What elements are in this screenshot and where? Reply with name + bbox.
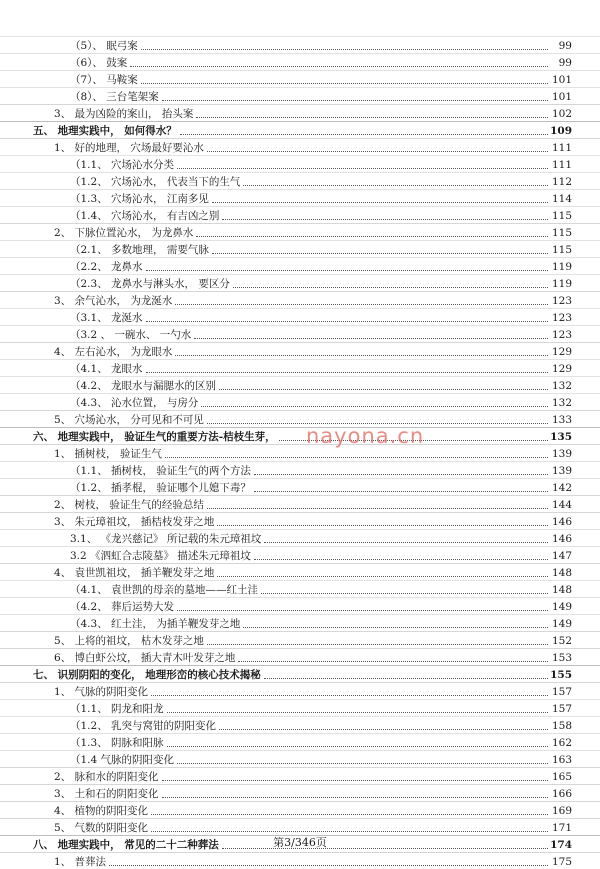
- toc-entry-title: （6）、 鼓案: [70, 57, 128, 69]
- toc-entry: [0, 70, 600, 87]
- toc-dot-leader: [196, 117, 548, 118]
- toc-entry: [0, 682, 600, 699]
- toc-entry-title: （1.1、 阴龙和阳龙: [70, 703, 164, 715]
- toc-entry-page: 114: [551, 193, 572, 205]
- toc-entry-page: 135: [550, 431, 572, 443]
- toc-entry-title: （4.1、 龙眼水: [70, 363, 143, 375]
- toc-entry-title: （4.3、 沁水位置， 与房分: [70, 397, 199, 409]
- toc-dot-leader: [162, 780, 548, 781]
- toc-entry-page: 99: [558, 40, 572, 52]
- toc-entry-page: 115: [551, 210, 572, 222]
- toc-entry: [0, 665, 600, 682]
- toc-entry-page: 165: [551, 771, 572, 783]
- toc-entry-page: 132: [551, 380, 572, 392]
- toc-entry-page: 153: [551, 652, 572, 664]
- toc-entry-page: 152: [551, 635, 572, 647]
- toc-entry-title: （1.3、 穴场沁水， 江南多见: [70, 193, 209, 205]
- toc-entry-title: （1.2、 插孝棍， 验证哪个儿媳下毒？: [70, 482, 251, 494]
- toc-entry-title: 3、 最为凶险的案山， 抬头案: [54, 108, 194, 120]
- toc-entry-page: 129: [551, 346, 572, 358]
- toc-entry: [0, 36, 600, 53]
- toc-entry-title: 3、 土和石的阴阳变化: [54, 788, 159, 800]
- toc-entry-title: （1.1、 穴场沁水分类: [70, 159, 175, 171]
- toc-dot-leader: [165, 457, 548, 458]
- toc-entry-page: 146: [551, 533, 572, 545]
- toc-entry-title: （3.1、 龙涎水: [70, 312, 143, 324]
- toc-entry-page: 129: [551, 363, 572, 375]
- toc-entry-title: （2.3、 龙鼻水与淋头水， 要区分: [70, 278, 230, 290]
- toc-dot-leader: [130, 66, 548, 67]
- toc-entry-title: 3.2 《泗虹合志陵墓》 描述朱元璋祖坟: [70, 550, 251, 562]
- toc-entry-page: 174: [550, 839, 572, 851]
- toc-entry-title: 2、 下脉位置沁水， 为龙鼻水: [54, 227, 194, 239]
- toc-entry: [0, 512, 600, 529]
- toc-entry-page: 148: [551, 584, 572, 596]
- toc-entry-title: 1、 好的地理， 穴场最好要沁水: [54, 142, 204, 154]
- toc-entry-page: 102: [551, 108, 572, 120]
- toc-dot-leader: [243, 185, 548, 186]
- toc-entry-page: 163: [551, 754, 572, 766]
- toc-entry-title: 1、 插树枝， 验证生气: [54, 448, 162, 460]
- toc-entry-page: 123: [551, 295, 572, 307]
- toc-entry: [0, 393, 600, 410]
- toc-entry-page: 171: [551, 822, 572, 834]
- toc-entry-title: （1.4 气脉的阴阳变化: [70, 754, 175, 766]
- toc-entry-title: 六、 地理实践中， 验证生气的重要方法-桔枝生芽，: [33, 431, 276, 443]
- toc-entry: [0, 648, 600, 665]
- toc-entry: [0, 223, 600, 240]
- toc-entry-title: 七、 识别阴阳的变化， 地理形峦的核心技术揭秘: [33, 669, 261, 681]
- toc-dot-leader: [141, 49, 548, 50]
- toc-entry-page: 142: [551, 482, 572, 494]
- toc-entry: [0, 291, 600, 308]
- toc-dot-leader: [222, 219, 548, 220]
- toc-entry: [0, 852, 600, 869]
- toc-entry-title: 5、 穴场沁水， 分可见和不可见: [54, 414, 204, 426]
- toc-dot-leader: [219, 729, 548, 730]
- toc-entry-title: 五、 地理实践中， 如何得水？: [33, 125, 177, 137]
- toc-entry-page: 149: [551, 618, 572, 630]
- toc-dot-leader: [177, 168, 548, 169]
- toc-entry-title: （8）、 三台笔架案: [70, 91, 159, 103]
- toc-entry-title: 6、 博白虾公坟， 插大青木叶发芽之地: [54, 652, 236, 664]
- toc-entry-title: （3.2 、 一碗水、 一勺水: [70, 329, 192, 341]
- toc-entry-title: （5）、 眠弓案: [70, 40, 138, 52]
- toc-entry: [0, 495, 600, 512]
- toc-entry: [0, 359, 600, 376]
- toc-dot-leader: [217, 576, 548, 577]
- toc-entry: [0, 444, 600, 461]
- toc-dot-leader: [162, 797, 548, 798]
- toc-entry-title: 4、 左右沁水， 为龙眼水: [54, 346, 173, 358]
- toc-dot-leader: [175, 355, 548, 356]
- toc-entry-page: 133: [551, 414, 572, 426]
- toc-entry-page: 119: [551, 278, 572, 290]
- toc-dot-leader: [264, 678, 548, 679]
- toc-entry-title: 5、 上将的祖坟， 枯木发芽之地: [54, 635, 204, 647]
- toc-entry: [0, 138, 600, 155]
- toc-entry-page: 115: [551, 244, 572, 256]
- toc-entry: [0, 563, 600, 580]
- toc-entry-title: （4.3、 红土洼， 为插羊鞭发芽之地: [70, 618, 241, 630]
- toc-entry: [0, 376, 600, 393]
- toc-dot-leader: [219, 389, 548, 390]
- toc-entry: [0, 172, 600, 189]
- toc-dot-leader: [151, 831, 548, 832]
- toc-dot-leader: [196, 236, 548, 237]
- toc-entry-page: 112: [551, 176, 572, 188]
- toc-dot-leader: [254, 559, 548, 560]
- page-number-footer: 第3/346页: [273, 836, 327, 849]
- toc-entry-title: （1.4、 穴场沁水， 有吉凶之别: [70, 210, 220, 222]
- toc-dot-leader: [175, 304, 548, 305]
- toc-dot-leader: [212, 202, 548, 203]
- toc-dot-leader: [233, 287, 548, 288]
- toc-dot-leader: [207, 644, 548, 645]
- toc-dot-leader: [238, 661, 548, 662]
- toc-dot-leader: [141, 83, 548, 84]
- toc-entry-title: 5、 气数的阴阳变化: [54, 822, 149, 834]
- toc-entry-title: 4、 袁世凯祖坟， 插羊鞭发芽之地: [54, 567, 215, 579]
- toc-entry-page: 123: [551, 312, 572, 324]
- toc-dot-leader: [180, 134, 548, 135]
- toc-entry-page: 157: [551, 703, 572, 715]
- toc-entry: [0, 614, 600, 631]
- toc-entry: [0, 801, 600, 818]
- toc-dot-leader: [217, 525, 548, 526]
- toc-dot-leader: [167, 712, 548, 713]
- toc-entry: [0, 274, 600, 291]
- toc-dot-leader: [146, 270, 548, 271]
- toc-entry: [0, 189, 600, 206]
- toc-entry-title: （1.2、 乳突与窝钳的阴阳变化: [70, 720, 217, 732]
- toc-entry: [0, 342, 600, 359]
- toc-entry: [0, 206, 600, 223]
- toc-entry-page: 139: [551, 465, 572, 477]
- toc-entry-page: 115: [551, 227, 572, 239]
- toc-entry-title: （4.2、 葬后运势大发: [70, 601, 175, 613]
- toc-entry-title: （2.2、 龙鼻水: [70, 261, 143, 273]
- toc-entry-page: 149: [551, 601, 572, 613]
- toc-entry-title: （1.2、 穴场沁水， 代表当下的生气: [70, 176, 241, 188]
- toc-entry-title: 3、 朱元璋祖坟， 插桔枝发芽之地: [54, 516, 215, 528]
- toc-dot-leader: [177, 610, 548, 611]
- toc-entry: [0, 461, 600, 478]
- toc-entry-title: 1、 普葬法: [54, 856, 107, 868]
- table-of-contents: [0, 36, 600, 869]
- toc-entry-page: 146: [551, 516, 572, 528]
- toc-entry-title: （4.1、 袁世凯的母亲的墓地——红土洼: [70, 584, 259, 596]
- toc-dot-leader: [254, 491, 548, 492]
- toc-dot-leader: [207, 151, 548, 152]
- toc-entry-page: 123: [551, 329, 572, 341]
- toc-entry-page: 166: [551, 788, 572, 800]
- toc-entry-page: 111: [551, 142, 572, 154]
- toc-entry: [0, 631, 600, 648]
- toc-entry-title: 2、 脉和水的阴阳变化: [54, 771, 159, 783]
- toc-entry-page: 101: [551, 74, 572, 86]
- toc-entry-page: 155: [550, 669, 572, 681]
- toc-entry-title: （1.3、 阴脉和阳脉: [70, 737, 164, 749]
- toc-dot-leader: [167, 746, 548, 747]
- toc-entry: [0, 597, 600, 614]
- toc-entry: [0, 818, 600, 835]
- toc-entry: [0, 104, 600, 121]
- toc-entry-title: 4、 植物的阴阳变化: [54, 805, 149, 817]
- toc-dot-leader: [194, 338, 548, 339]
- toc-dot-leader: [212, 253, 548, 254]
- toc-entry-page: 144: [551, 499, 572, 511]
- watermark: nayona.cn: [306, 424, 425, 448]
- toc-dot-leader: [261, 593, 548, 594]
- toc-entry-title: 1、 气脉的阴阳变化: [54, 686, 149, 698]
- toc-entry: [0, 308, 600, 325]
- toc-entry-page: 111: [551, 159, 572, 171]
- toc-entry-title: （7）、 马鞍案: [70, 74, 138, 86]
- toc-dot-leader: [162, 100, 548, 101]
- toc-entry-page: 175: [551, 856, 572, 868]
- toc-entry-page: 162: [551, 737, 572, 749]
- toc-entry-page: 109: [550, 125, 572, 137]
- toc-entry: [0, 546, 600, 563]
- toc-entry: [0, 478, 600, 495]
- toc-entry-title: （4.2、 龙眼水与漏腮水的区别: [70, 380, 217, 392]
- toc-entry: [0, 733, 600, 750]
- toc-entry-title: 八、 地理实践中， 常见的二十二种葬法: [33, 839, 219, 851]
- toc-dot-leader: [146, 372, 548, 373]
- toc-entry-page: 101: [551, 91, 572, 103]
- toc-entry: [0, 53, 600, 70]
- toc-entry-page: 157: [551, 686, 572, 698]
- toc-entry-page: 158: [551, 720, 572, 732]
- toc-entry-page: 139: [551, 448, 572, 460]
- toc-dot-leader: [151, 695, 548, 696]
- toc-entry-title: （2.1、 多数地理， 需要气脉: [70, 244, 209, 256]
- toc-entry-page: 147: [551, 550, 572, 562]
- toc-dot-leader: [146, 321, 548, 322]
- toc-entry-title: 3、 余气沁水， 为龙涎水: [54, 295, 173, 307]
- toc-dot-leader: [243, 627, 548, 628]
- toc-dot-leader: [207, 508, 548, 509]
- toc-dot-leader: [151, 814, 548, 815]
- toc-entry: [0, 716, 600, 733]
- toc-entry: [0, 750, 600, 767]
- toc-entry-title: （1.1、 插树枝， 验证生气的两个方法: [70, 465, 251, 477]
- toc-entry: [0, 767, 600, 784]
- toc-entry: [0, 155, 600, 172]
- toc-entry: [0, 325, 600, 342]
- toc-entry: [0, 580, 600, 597]
- toc-entry-page: 148: [551, 567, 572, 579]
- toc-entry: [0, 121, 600, 138]
- toc-entry: [0, 529, 600, 546]
- toc-dot-leader: [201, 406, 548, 407]
- toc-entry-page: 119: [551, 261, 572, 273]
- toc-entry-title: 2、 树枝， 验证生气的经验总结: [54, 499, 204, 511]
- toc-dot-leader: [177, 763, 548, 764]
- toc-entry: [0, 784, 600, 801]
- toc-entry: [0, 240, 600, 257]
- toc-entry: [0, 410, 600, 427]
- toc-entry-page: 132: [551, 397, 572, 409]
- toc-dot-leader: [109, 865, 548, 866]
- toc-entry-page: 169: [551, 805, 572, 817]
- toc-entry-title: 3.1、 《龙兴慈记》 所记载的朱元璋祖坟: [70, 533, 262, 545]
- toc-entry: [0, 427, 600, 444]
- toc-dot-leader: [264, 542, 548, 543]
- toc-entry: [0, 699, 600, 716]
- toc-entry: [0, 87, 600, 104]
- toc-dot-leader: [254, 474, 548, 475]
- toc-entry: [0, 257, 600, 274]
- toc-entry-page: 99: [558, 57, 572, 69]
